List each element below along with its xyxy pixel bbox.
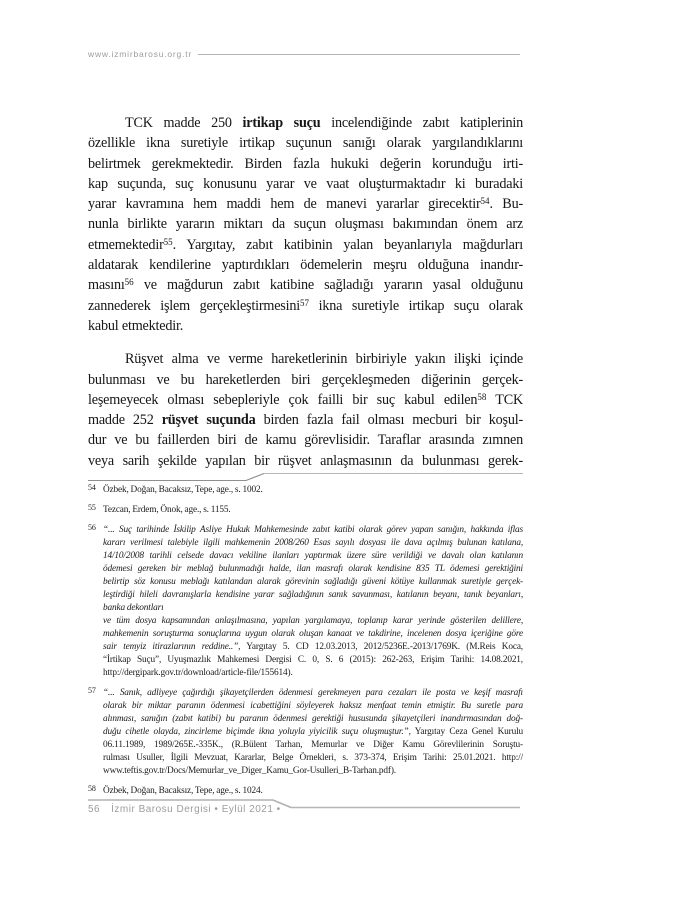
footnote-number: 54 [88, 483, 96, 492]
footnote-text-line [103, 641, 523, 654]
footnote-text-line [103, 524, 523, 537]
footnote-text-line [103, 615, 523, 628]
text-segment: ve mağdurun zabıt katibine sağladığı yararın yasal olduğunu [133, 277, 523, 294]
footnote-number: 56 [88, 523, 96, 532]
footnote-57 [88, 687, 523, 778]
text-segment: bulunması ve bu hareketlerden biri gerçekleşmeden diğerinin gerçek- [88, 371, 523, 388]
footnote-number: 58 [88, 784, 96, 793]
text-segment: rulması Usuller, İlgili Mevzuat, Kararlar, Belge Örnekleri, s. 373-374, Erişim Tarihi: 25.01.2021. http:// [103, 753, 523, 763]
text-segment: duğu cihetle olayda, zincirleme biçimde ikna yoluyla yiyicilik suçu oluşmuştur.” [103, 727, 409, 737]
footnote-text-line [103, 602, 523, 615]
journal-title: İzmir Barosu Dergisi • Eylül 2021 • [111, 804, 281, 815]
footnote-54 [88, 484, 523, 497]
text-segment: veya sarih şekilde yapılan bir rüşvet anlaşmasının da bulunması gerek- [88, 452, 523, 469]
body-text-line [88, 349, 523, 369]
footnote-55 [88, 504, 523, 517]
body-text-line [88, 154, 523, 174]
text-segment: . Bu- [489, 196, 523, 213]
text-segment: “İrtikap Suçu”, Uyuşmazlık Mahkemesi Dergisi C. 0, S. 6 (2015): 262-263, Erişim Tarihi: 14.08.2021, [103, 655, 523, 665]
text-segment: incelendiğinde zabıt katiplerinin [320, 115, 523, 131]
body-text-line [88, 255, 523, 275]
footnote-text-line [103, 563, 523, 576]
text-segment: , Yargıtay Ceza Genel Kurulu [408, 727, 523, 737]
text-segment: olarak bir miktar paranın ödenmesi icabettiğini söyleyerek haksız menfaat temin etmiştir. Bu suretle para [103, 701, 523, 711]
text-segment: özellikle ikna suretiyle irtikap suçunun sanığı olarak yargılandıklarını [88, 135, 523, 152]
body-text-line [88, 113, 523, 133]
text-segment: leşemeyecek olması sebepleriyle çok failli bir suç kabul edilen [88, 391, 478, 408]
footnote-reference: 58 [477, 391, 487, 402]
text-segment: leştirdiği hileli davranışlarla kendisine yarar sağladığının sanık savunması, katılanın beyanı, tanık beyanları, [103, 590, 523, 600]
text-segment: dur ve bu faillerden biri de kamu görevlisidir. Taraflar arasında zımnen [88, 432, 523, 449]
page-footer [88, 804, 281, 815]
footnote-58 [88, 785, 523, 798]
header-rule [198, 54, 520, 55]
text-segment: 14/10/2008 tarihli celsede davacı vekiline ilanları yaptırmak üzere süre verildiği ve davalı olan katılanın [103, 551, 523, 561]
body-text-line [88, 174, 523, 194]
footnote-text-line [103, 484, 523, 497]
text-segment: rüşvet suçunda [161, 412, 256, 429]
body-text-line [88, 390, 523, 410]
article-body [88, 113, 523, 471]
body-text-line [88, 235, 523, 255]
body-text-line [88, 194, 523, 214]
text-segment: masını [88, 277, 125, 294]
text-segment: ikna suretiyle irtikap suçu olarak [309, 297, 523, 314]
text-segment: kararı verilmesi talebiyle ilgili mahkemenin 2008/260 Esas sayılı dosyası ile dava açılmış bulunan katılana, [103, 538, 523, 548]
footnote-reference: 57 [300, 297, 310, 308]
text-segment: TCK [486, 391, 523, 408]
text-segment: , Yargıtay 5. CD 12.03.2013, 2012/5236E.-2013/1769K. (M.Reis Koca, [238, 642, 523, 652]
text-segment: birden fazla fail olması mecburi bir koşul- [255, 412, 523, 429]
body-text-line [88, 275, 523, 295]
text-segment: Tezcan, Erdem, Önok, age., s. 1155. [103, 505, 231, 515]
footnote-text-line [103, 726, 523, 739]
text-segment: TCK madde 250 [125, 115, 243, 131]
footnote-number: 57 [88, 686, 96, 695]
text-segment: irtikap suçu [242, 115, 321, 131]
footnote-text-line [103, 765, 523, 778]
body-text-line [88, 410, 523, 430]
footnotes-section [88, 484, 523, 805]
footnote-reference: 55 [163, 236, 173, 247]
footnote-text-line [103, 687, 523, 700]
page-header [88, 49, 520, 59]
footnote-text-line [103, 654, 523, 667]
footnote-text-line [103, 739, 523, 752]
body-text-line [88, 451, 523, 471]
text-segment: . Yargıtay, zabıt katibinin yalan beyanlarıyla mağdurları [172, 236, 523, 253]
body-text-line [88, 430, 523, 450]
footnote-text-line [103, 628, 523, 641]
body-text-line [88, 316, 523, 336]
text-segment: Rüşvet alma ve verme hareketlerinin birbiriyle yakın ilişki içinde [125, 351, 523, 368]
text-segment: www.teftis.gov.tr/Docs/Memurlar_ve_Diger_Kamu_Gor-Usulleri_B-Tarhan.pdf). [103, 766, 396, 776]
text-segment: ve tüm dosya kapsamından anlaşılmasına, yapılan yargılamaya, toplanıp karar yerinde gösterilen delillere, [103, 616, 523, 626]
text-segment: zannederek işlem gerçekleştirmesini [88, 297, 301, 314]
paragraph-1 [88, 113, 523, 336]
paragraph-2 [88, 349, 523, 471]
text-segment: Özbek, Doğan, Bacaksız, Tepe, age., s. 1002. [103, 485, 263, 495]
text-segment: yarar kavramına hem maddi hem de manevi yararlar girecektir [88, 196, 481, 213]
text-segment: 06.11.1989, 1989/265E.-335K., (R.Bülent Tarhan, Memurlar ve Diğer Kamu Görevlilerinin Soruştu- [103, 740, 523, 750]
footnote-text-line [103, 576, 523, 589]
body-text-line [88, 370, 523, 390]
body-text-line [88, 296, 523, 316]
footnote-text-line [103, 504, 523, 517]
text-segment: “... Sanık, adliyeye çağırdığı şikayetçilerden ödenmesi gerekmeyen para cezaları ile posta ve keşif masrafı [103, 688, 523, 698]
footnote-reference: 54 [480, 196, 490, 207]
text-segment: kabul etmektedir. [88, 317, 184, 334]
footnote-56 [88, 524, 523, 680]
footnote-separator [88, 470, 523, 483]
text-segment: “... Suç tarihinde İskilip Asliye Hukuk Mahkemesinde zabıt katibi olarak görev yapan sanığın, hakkında iflas [103, 525, 523, 535]
footnote-text-line [103, 550, 523, 563]
text-segment: belirtmek gerekmektedir. Birden fazla hukuki değerin korunduğu irti- [88, 155, 523, 172]
text-segment: Özbek, Doğan, Bacaksız, Tepe, age., s. 1024. [103, 786, 263, 796]
text-segment: banka dekontları [103, 603, 164, 613]
footnote-text-line [103, 589, 523, 602]
text-segment: aldatarak kendilerine yaptırdıkları ödemelerin meşru olduğuna inandır- [88, 257, 523, 274]
page-number: 56 [88, 804, 101, 815]
body-text-line [88, 133, 523, 153]
text-segment: ödemesi gereken bir meblağ bulunmadığı halde, ilan masrafı olarak kendisine 835 TL ödemesi gerektiğini [103, 564, 523, 574]
text-segment: nunla birlikte yararın miktarı da suçun oluşması bakımından önem arz [88, 216, 523, 233]
text-segment: madde 252 [88, 412, 162, 429]
header-url: www.izmirbarosu.org.tr [88, 49, 193, 59]
text-segment: belirtip söz konusu meblağı katılandan alarak görevinin sağladığı güveni kötüye kullanmak suretiyle gerçek- [103, 577, 523, 587]
text-segment: http://dergipark.gov.tr/download/article-file/155614). [103, 668, 293, 678]
footnote-text-line [103, 713, 523, 726]
text-segment: sair temyiz itirazlarının reddine..” [103, 642, 239, 652]
footnote-text-line [103, 537, 523, 550]
text-segment: alınması, sanığın (zabıt katibi) bu paranın ödenmesi gerektiği hususunda şikayetçileri inandırmasından doğ- [103, 714, 523, 724]
footnote-text-line [103, 752, 523, 765]
footnote-number: 55 [88, 503, 96, 512]
text-segment: etmemektedir [88, 236, 164, 253]
footnote-text-line [103, 667, 523, 680]
text-segment: mahkemenin soruşturma sonuçlarına uygun olarak oluşan kanaat ve takdirine, incelenen dosya içeriğine göre [103, 629, 523, 639]
footnote-reference: 56 [124, 277, 134, 288]
body-text-line [88, 214, 523, 234]
footnote-text-line [103, 700, 523, 713]
text-segment: kap suçunda, suç konusunu yarar ve vaat oluşturmaktadır ki buradaki [88, 175, 523, 192]
footnote-text-line [103, 785, 523, 798]
